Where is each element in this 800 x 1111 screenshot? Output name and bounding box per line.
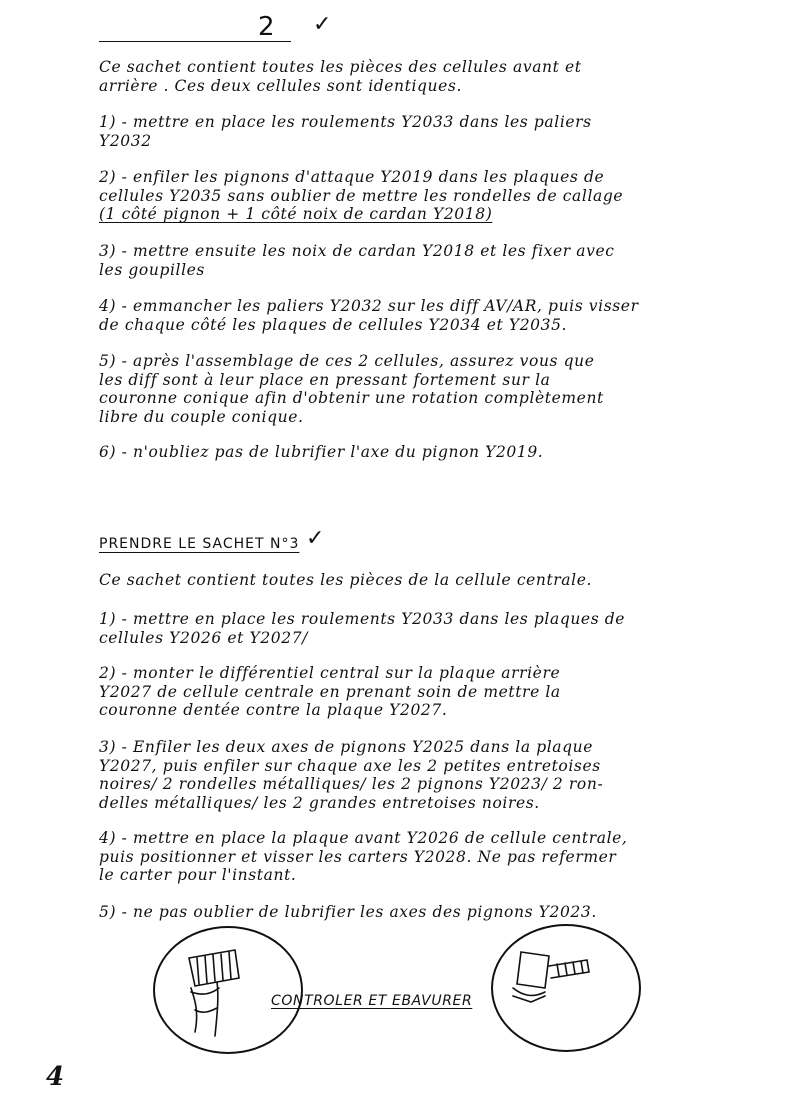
step-line: 4) - mettre en place la plaque avant Y2026 de cellule centrale, — [99, 829, 628, 847]
step-line-underlined: (1 côté pignon + 1 côté noix de cardan Y2018) — [99, 205, 493, 223]
step-line: cellules Y2035 sans oublier de mettre les rondelles de callage — [99, 186, 624, 205]
step-line: couronne conique afin d'obtenir une rotation complètement — [99, 389, 604, 407]
step-line: cellules Y2026 et Y2027/ — [99, 628, 308, 647]
step-line: 5) - après l'assemblage de ces 2 cellules, assurez vous que — [99, 352, 595, 370]
intro-line: Ce sachet contient toutes les pièces de la cellule centrale. — [99, 571, 592, 589]
sachet-3-intro — [99, 571, 592, 590]
sachet-3-step-2 — [99, 664, 561, 720]
step-1 — [99, 113, 592, 150]
sachet-3-heading: PRENDRE LE SACHET N°3 — [99, 536, 300, 552]
intro-line: arrière . Ces deux cellules sont identiques. — [99, 76, 462, 95]
step-line: 1) - mettre en place les roulements Y2033 dans les paliers — [99, 113, 592, 131]
step-line: 4) - emmancher les paliers Y2032 sur les diff AV/AR, puis visser — [99, 297, 639, 315]
hand-holding-part-icon — [153, 926, 303, 1054]
step-line: Y2032 — [99, 131, 152, 150]
sachet-3-step-4 — [99, 829, 627, 885]
page-number: 4 — [46, 1062, 65, 1092]
sachet-3-step-5 — [99, 903, 597, 922]
step-3 — [99, 242, 615, 279]
step-line: 6) - n'oubliez pas de lubrifier l'axe du pignon Y2019. — [99, 443, 544, 461]
step-line: de chaque côté les plaques de cellules Y2034 et Y2035. — [99, 315, 568, 334]
intro-paragraph — [99, 58, 582, 95]
step-5 — [99, 352, 604, 426]
step-line: noires/ 2 rondelles métalliques/ les 2 pignons Y2023/ 2 ron- — [99, 775, 604, 793]
step-line: couronne dentée contre la plaque Y2027. — [99, 701, 448, 719]
hand-with-file-icon — [491, 924, 641, 1052]
step-line: Y2027 de cellule centrale en prenant soin de mettre la — [99, 682, 561, 701]
step-line: 3) - Enfiler les deux axes de pignons Y2025 dans la plaque — [99, 738, 594, 756]
check-mark-icon: ✓ — [313, 12, 332, 37]
step-2 — [99, 168, 623, 224]
check-mark-icon: ✓ — [306, 526, 325, 551]
step-4 — [99, 297, 639, 334]
sachet-3-step-1 — [99, 610, 625, 647]
step-line: les diff sont à leur place en pressant fortement sur la — [99, 370, 551, 389]
step-line: Y2027, puis enfiler sur chaque axe les 2 petites entretoises — [99, 756, 601, 775]
step-line: delles métalliques/ les 2 grandes entretoises noires. — [99, 793, 540, 812]
section-number: 2 — [258, 12, 275, 42]
step-line: 2) - monter le différentiel central sur la plaque arrière — [99, 664, 561, 682]
step-line: 1) - mettre en place les roulements Y2033 dans les plaques de — [99, 610, 626, 628]
step-line: 5) - ne pas oublier de lubrifier les axes des pignons Y2023. — [99, 903, 597, 921]
step-line: les goupilles — [99, 260, 205, 279]
step-line: libre du couple conique. — [99, 407, 304, 426]
intro-line: Ce sachet contient toutes les pièces des cellules avant et — [99, 58, 582, 76]
step-6 — [99, 443, 543, 462]
footer-caption: CONTROLER ET EBAVURER — [271, 993, 473, 1009]
step-line: 2) - enfiler les pignons d'attaque Y2019 dans les plaques de — [99, 168, 605, 186]
step-line: le carter pour l'instant. — [99, 866, 297, 884]
step-line: puis positionner et visser les carters Y2028. Ne pas refermer — [99, 847, 617, 866]
step-line: 3) - mettre ensuite les noix de cardan Y2018 et les fixer avec — [99, 242, 615, 260]
sachet-3-step-3 — [99, 738, 603, 812]
